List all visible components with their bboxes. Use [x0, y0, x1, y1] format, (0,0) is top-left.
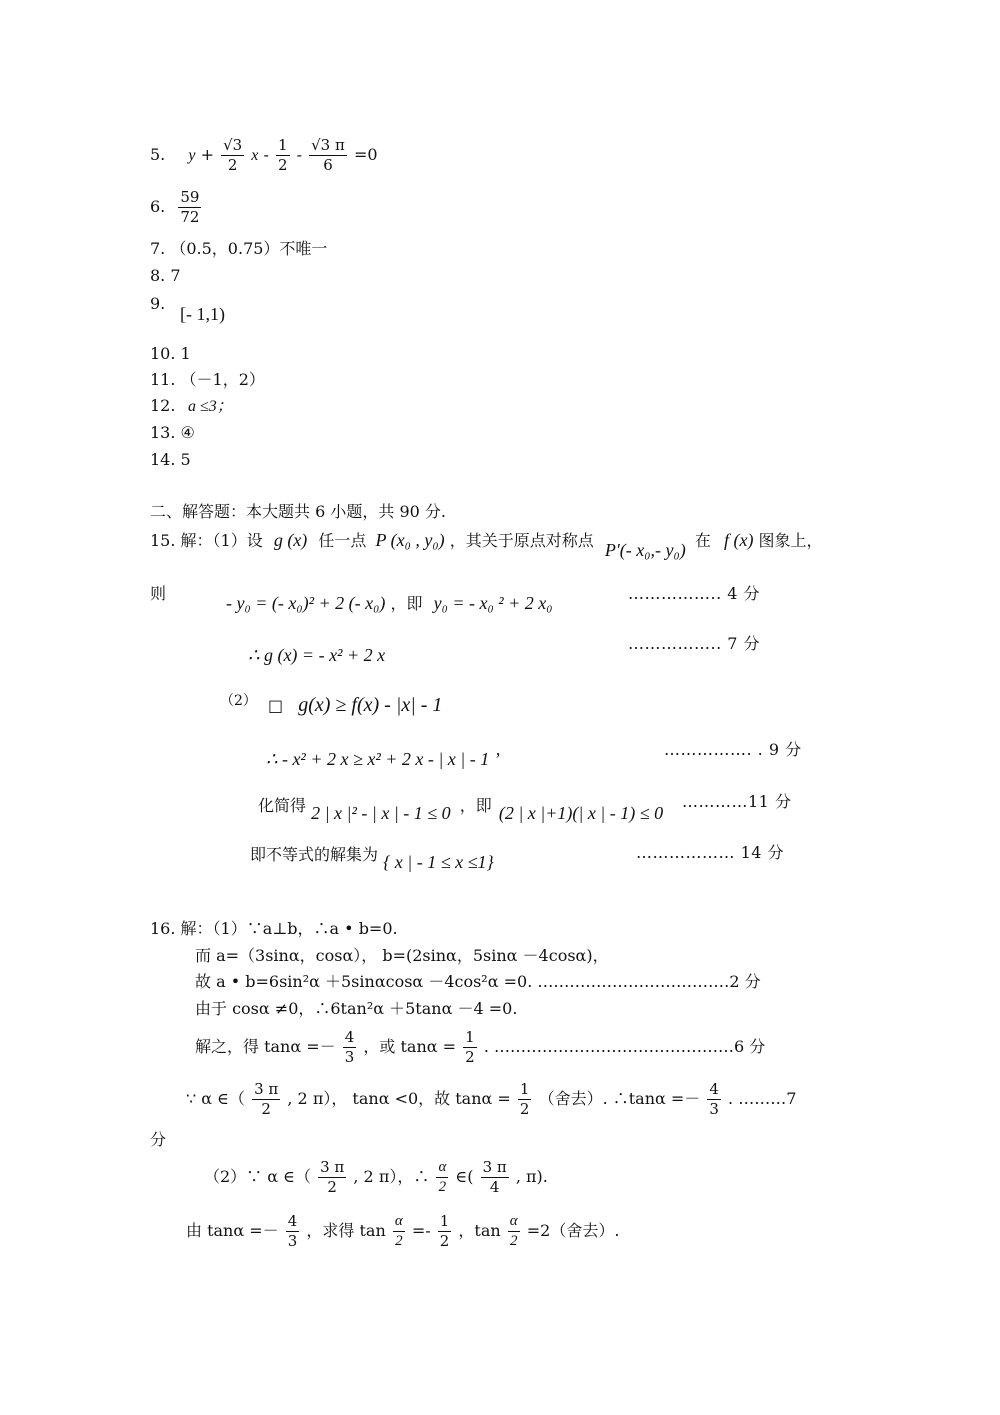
answer-5-frac-2-num: 1 — [277, 136, 288, 154]
q15-simplify-label: 化简得 — [258, 796, 307, 815]
q16-line-5-frac-2-den: 2 — [465, 1048, 475, 1066]
q16-line-6-a: ∵ α ∈（ — [186, 1089, 246, 1108]
q15-any-point: 任一点 — [318, 531, 367, 550]
q15-score-14: ……………… 14 分 — [636, 843, 785, 862]
q16-line-5-frac-1-den: 3 — [344, 1048, 355, 1066]
q16-line-9-frac-4 — [508, 1214, 520, 1249]
section-2-heading: 二、解答题：本大题共 6 小题，共 90 分. — [150, 502, 446, 521]
q16-line-8 — [204, 1160, 548, 1195]
q15-point-p: P (x₀ , y₀) — [375, 530, 445, 550]
answer-5-frac-3-num: √3 π — [311, 136, 345, 154]
q15-g-of-x: g (x) — [273, 530, 308, 550]
q15-on-text: 在 — [694, 531, 711, 550]
q15-solution-set: { x | - 1 ≤ x ≤1} — [383, 852, 494, 872]
q15-eq-1-lhs: - y₀ = (- x₀)² + 2 (- x₀) — [226, 593, 386, 613]
q15-eq-3: ∴ - x² + 2 x ≥ x² + 2 x - | x | - 1 ’ — [266, 749, 500, 769]
answer-6 — [150, 190, 203, 225]
q15-score-4: …………….. 4 分 — [628, 584, 761, 603]
q16-line-2: 而 a=（3sinα，cosα）， b=(2sinα，5sinα －4cosα)， — [195, 946, 609, 965]
q16-line-8-frac-3-num: 3 π — [482, 1158, 507, 1176]
answer-7: 7. （0.5，0.75）不唯一 — [150, 239, 328, 258]
q16-line-6-frac-1-den: 2 — [261, 1100, 271, 1118]
q15-score-7: …………….. 7 分 — [628, 634, 761, 653]
q16-line-6-frac-3-num: 4 — [709, 1080, 719, 1098]
q15-simplify — [258, 796, 664, 823]
answer-6-frac — [178, 190, 201, 225]
answer-5-frac-3-den: 6 — [323, 156, 333, 174]
q16-line-9-frac-2-den: 2 — [395, 1233, 403, 1249]
q15-score-9: ……………. . 9 分 — [664, 740, 802, 759]
q16-line-9-d: ，tan — [458, 1221, 501, 1240]
answer-8: 8. 7 — [150, 266, 181, 285]
q16-line-9-b: ，求得 tan — [306, 1221, 386, 1240]
q15-simplify-eq: 2 | x |² - | x | - 1 ≤ 0 — [311, 803, 451, 823]
answer-5-frac-1-den: 2 — [227, 156, 238, 174]
q15-part-2-box-glyph: □ — [268, 696, 284, 715]
answer-12-value — [188, 398, 233, 415]
q15-simplify-sep: ，即 — [459, 796, 492, 815]
q16-line-1: 16. 解：（1）∵a⊥b，∴a • b=0. — [150, 919, 398, 938]
q15-eq-1-sep: ，即 — [390, 594, 423, 613]
q16-line-9-frac-1-den: 3 — [287, 1232, 298, 1250]
answer-12-value-text: a ≤3； — [188, 398, 233, 415]
q16-line-8-frac-1-den: 2 — [327, 1178, 337, 1196]
q16-line-9-e: =2（舍去）. — [526, 1221, 620, 1240]
answer-5-equals: =0 — [353, 145, 378, 164]
q16-line-9-frac-1-num: 4 — [287, 1212, 298, 1230]
answer-11: 11. （－1，2） — [150, 370, 265, 389]
q15-score-11: …………11 分 — [682, 792, 792, 811]
q16-line-5-c: . ………………………………………6 分 — [483, 1037, 766, 1056]
q16-line-9-frac-2 — [393, 1214, 405, 1249]
q15-then: 则 — [150, 584, 167, 603]
q16-line-5-b: ，或 tanα = — [363, 1037, 457, 1056]
answer-14: 14. 5 — [150, 450, 191, 469]
answer-5-number: 5. — [150, 145, 166, 164]
q16-line-6-d: . ………7 — [728, 1089, 797, 1108]
q16-line-6-frac-2-den: 2 — [519, 1100, 530, 1118]
answer-5-minus-1: - — [263, 145, 269, 164]
q16-line-9-frac-3-den: 2 — [439, 1232, 450, 1250]
q16-line-9-frac-4-den: 2 — [509, 1233, 518, 1249]
q16-line-8-frac-1 — [318, 1160, 346, 1195]
answer-5-x: x — [251, 147, 259, 164]
q15-simplify-eq-2: (2 | x |+1)(| x | - 1) ≤ 0 — [498, 803, 664, 823]
q16-line-6 — [186, 1082, 796, 1117]
q15-part-2-label: （2） — [220, 693, 257, 709]
answer-5-frac-1-num: √3 — [223, 136, 243, 154]
q16-line-6-b: , 2 π）， tanα <0，故 tanα = — [287, 1089, 511, 1108]
q15-solution — [250, 845, 494, 872]
q16-line-9-frac-3-num: 1 — [439, 1212, 450, 1230]
q16-line-5-frac-2 — [463, 1030, 477, 1065]
q15-graph-text: 图象上， — [758, 531, 823, 550]
q16-line-8-b: , 2 π），∴ — [353, 1167, 430, 1186]
answer-5 — [150, 138, 378, 173]
q15-eq-1 — [226, 594, 553, 612]
q16-line-8-frac-1-num: 3 π — [320, 1158, 345, 1176]
q16-line-8-c: ∈( — [455, 1167, 474, 1186]
q16-line-9-frac-3 — [438, 1214, 452, 1249]
answer-6-number: 6. — [150, 197, 166, 216]
q16-line-8-d: , π). — [515, 1167, 548, 1186]
answer-5-frac-3 — [309, 138, 347, 173]
q15-f-of-x: f (x) — [723, 530, 754, 550]
q15-symmetric-text: ，其关于原点对称点 — [449, 531, 594, 550]
q16-line-6-frac-3-den: 3 — [709, 1100, 719, 1118]
answer-5-frac-2 — [276, 138, 290, 173]
q16-line-6-frac-2-num: 1 — [519, 1080, 530, 1098]
q16-line-5-frac-1 — [343, 1030, 357, 1065]
answer-6-frac-den: 72 — [180, 208, 200, 226]
q16-line-5-a: 解之，得 tanα =－ — [195, 1037, 336, 1056]
q16-line-8-frac-3-den: 4 — [489, 1178, 500, 1196]
q16-line-6-frac-2 — [518, 1082, 532, 1117]
q15-part-2 — [220, 695, 442, 715]
answer-13: 13. ④ — [150, 423, 195, 442]
q16-line-8-frac-2-den: 2 — [438, 1179, 447, 1195]
q16-line-8-frac-2 — [436, 1160, 448, 1195]
answer-5-y: y — [188, 147, 196, 164]
answer-9-value: [- 1,1) — [180, 304, 225, 324]
q16-line-6-frac-1-num: 3 π — [254, 1080, 279, 1098]
q15-solution-label: 即不等式的解集为 — [250, 845, 379, 864]
q15-point-p-prime: P′(- x₀,- y₀) — [604, 540, 686, 560]
q16-line-5-frac-2-num: 1 — [465, 1028, 475, 1046]
q16-line-9-a: 由 tanα =－ — [186, 1221, 279, 1240]
q16-line-8-frac-2-num: α — [436, 1160, 448, 1178]
q16-line-3: 故 a • b=6sin²α ＋5sinαcosα －4cos²α =0. ………………………………2 分 — [195, 972, 761, 991]
q16-line-5-frac-1-num: 4 — [344, 1028, 355, 1046]
q16-line-9-c: =- — [411, 1221, 431, 1240]
q16-line-4: 由于 cosα ≠0，∴6tan²α ＋5tanα －4 =0. — [195, 999, 518, 1018]
q15-line-1-intro: 15. 解：（1）设 — [150, 531, 263, 550]
q16-line-5 — [195, 1030, 765, 1065]
q16-line-8-a: （2）∵ α ∈（ — [204, 1167, 312, 1186]
answer-12-number: 12. — [150, 396, 176, 415]
q16-line-9 — [186, 1214, 619, 1249]
q15-eq-1-rhs: y₀ = - x₀ ² + 2 x₀ — [433, 593, 553, 613]
q16-line-6-frac-3 — [707, 1082, 721, 1117]
q16-line-6-c: （舍去）. ∴tanα =－ — [538, 1089, 701, 1108]
answer-6-frac-num: 59 — [180, 188, 200, 206]
q16-line-9-frac-4-num: α — [508, 1214, 520, 1232]
q15-line-1 — [150, 530, 823, 560]
answer-5-frac-2-den: 2 — [277, 156, 288, 174]
q15-part-2-inequality: g(x) ≥ f(x) - |x| - 1 — [298, 694, 443, 716]
answer-5-plus: + — [200, 145, 214, 164]
answer-5-minus-2: - — [296, 145, 303, 164]
q16-line-7: 分 — [150, 1130, 167, 1149]
q16-line-9-frac-1 — [286, 1214, 300, 1249]
q15-eq-2: ∴ g (x) = - x² + 2 x — [248, 645, 386, 665]
q16-line-8-frac-3 — [481, 1160, 509, 1195]
q16-line-6-frac-1 — [252, 1082, 280, 1117]
answer-5-frac-1 — [221, 138, 244, 173]
q16-line-9-frac-2-num: α — [393, 1214, 405, 1232]
answer-10: 10. 1 — [150, 344, 191, 363]
answer-9-number: 9. — [150, 294, 166, 313]
